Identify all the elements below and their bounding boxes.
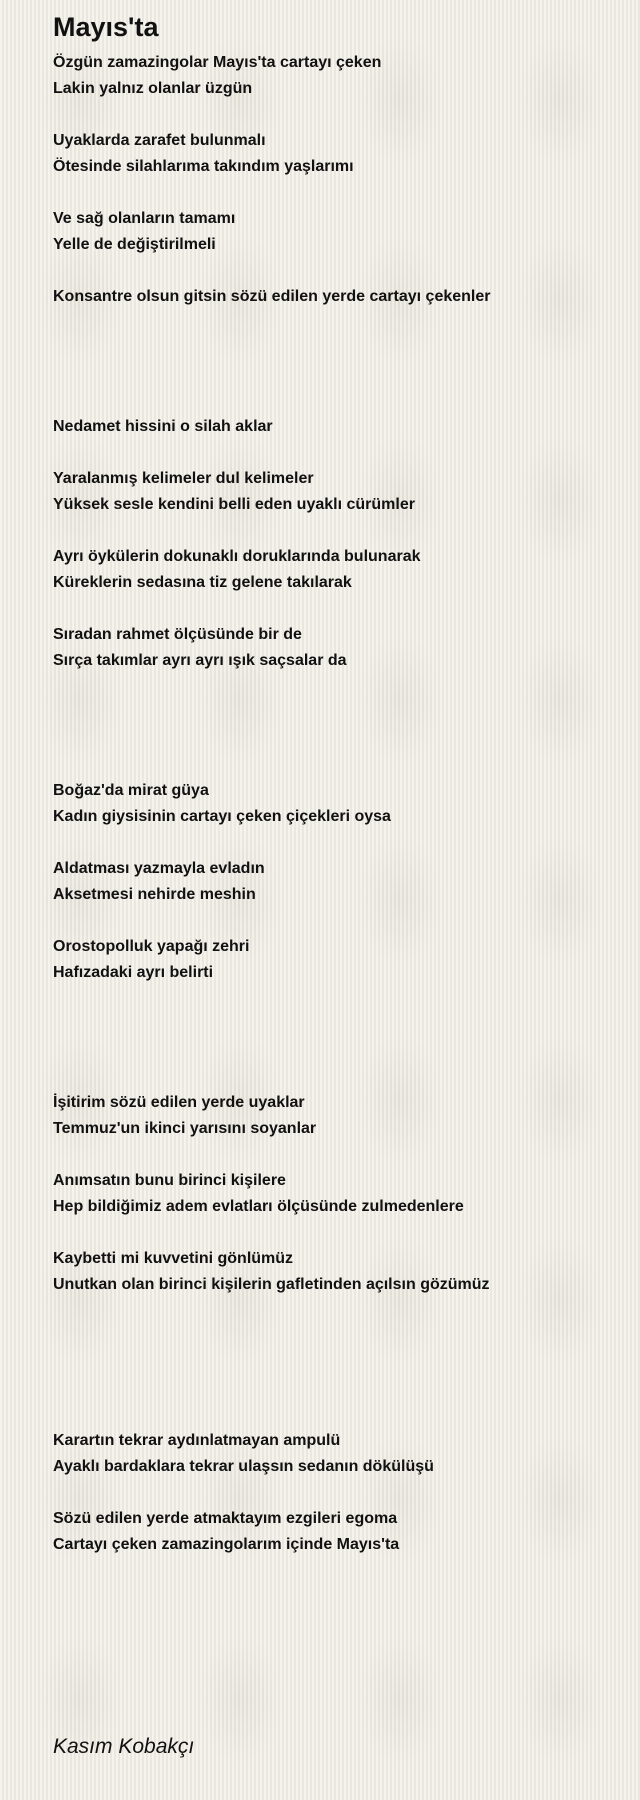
poem-line: Yüksek sesle kendini belli eden uyaklı cürümler: [53, 496, 415, 513]
stanza-13: [53, 1168, 613, 1220]
poem-line: Uyaklarda zarafet bulunmalı: [53, 132, 266, 149]
poem-line: Temmuz'un ikinci yarısını soyanlar: [53, 1120, 317, 1137]
poem-line: Hafızadaki ayrı belirti: [53, 964, 214, 981]
poem-author: Kasım Kobakçı: [53, 1735, 195, 1758]
poem-line: İşitirim sözü edilen yerde uyaklar: [53, 1094, 305, 1111]
stanza-11: [53, 934, 613, 986]
stanza-6: [53, 466, 613, 518]
stanza-1: [53, 50, 613, 102]
poem-line: Cartayı çeken zamazingolarım içinde Mayıs'ta: [53, 1536, 400, 1553]
poem-title: Mayıs'ta: [53, 12, 159, 42]
poem-line: Boğaz'da mirat güya: [53, 782, 209, 799]
poem-line: Unutkan olan birinci kişilerin gafletinden açılsın gözümüz: [53, 1276, 490, 1293]
poem-line: Kadın giysisinin cartayı çeken çiçekleri oysa: [53, 808, 391, 825]
poem-line: Ötesinde silahlarıma takındım yaşlarımı: [53, 158, 354, 175]
poem-line: Yelle de değiştirilmeli: [53, 236, 216, 253]
poem-line: Nedamet hissini o silah aklar: [53, 418, 273, 435]
stanza-4: [53, 284, 613, 310]
poem-line: Orostopolluk yapağı zehri: [53, 938, 250, 955]
stanza-3: [53, 206, 613, 258]
poem-line: Küreklerin sedasına tiz gelene takılarak: [53, 574, 352, 591]
poem-line: Karartın tekrar aydınlatmayan ampulü: [53, 1432, 341, 1449]
stanza-16: [53, 1506, 613, 1558]
poem-line: Aldatması yazmayla evladın: [53, 860, 265, 877]
poem-line: Aksetmesi nehirde meshin: [53, 886, 256, 903]
poem-line: Lakin yalnız olanlar üzgün: [53, 80, 253, 97]
stanza-14: [53, 1246, 613, 1298]
stanza-5: [53, 414, 613, 440]
stanza-12: [53, 1090, 613, 1142]
stanza-15: [53, 1428, 613, 1480]
poem-line: Yaralanmış kelimeler dul kelimeler: [53, 470, 314, 487]
poem-line: Sözü edilen yerde atmaktayım ezgileri egoma: [53, 1510, 398, 1527]
poem-line: Kaybetti mi kuvvetini gönlümüz: [53, 1250, 294, 1267]
poem-line: Özgün zamazingolar Mayıs'ta cartayı çeken: [53, 54, 382, 71]
stanza-10: [53, 856, 613, 908]
poem-line: Anımsatın bunu birinci kişilere: [53, 1172, 286, 1189]
stanza-2: [53, 128, 613, 180]
stanza-7: [53, 544, 613, 596]
poem-line: Sıradan rahmet ölçüsünde bir de: [53, 626, 302, 643]
poem-line: Konsantre olsun gitsin sözü edilen yerde cartayı çekenler: [53, 288, 491, 305]
poem-page: [53, 10, 613, 1558]
poem-line: Sırça takımlar ayrı ayrı ışık saçsalar da: [53, 652, 347, 669]
poem-line: Ayaklı bardaklara tekrar ulaşsın sedanın dökülüşü: [53, 1458, 434, 1475]
stanza-9: [53, 778, 613, 830]
poem-line: Hep bildiğimiz adem evlatları ölçüsünde zulmedenlere: [53, 1198, 464, 1215]
stanza-8: [53, 622, 613, 674]
poem-line: Ve sağ olanların tamamı: [53, 210, 236, 227]
poem-line: Ayrı öykülerin dokunaklı doruklarında bulunarak: [53, 548, 421, 565]
